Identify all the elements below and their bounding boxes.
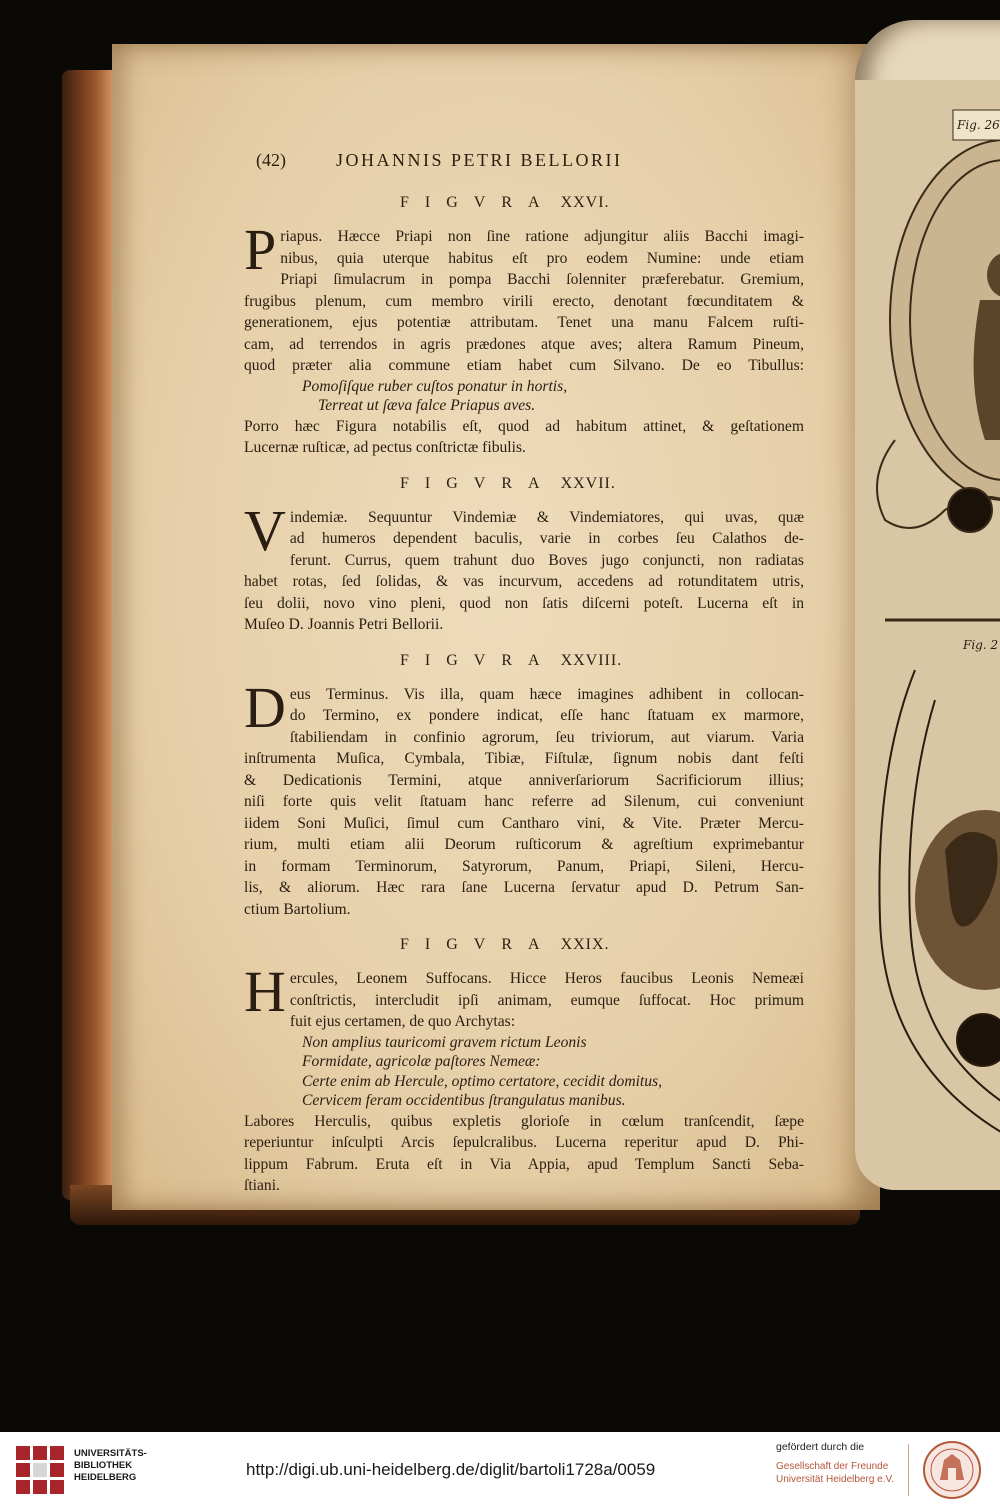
- text-line: iidem Soni Muſici, ſimul cum Cantharo vini, & Vite. Præter Mercu-: [244, 814, 804, 832]
- text-line: reperiuntur inſculpti Arcis ſepulcralibus. Lucerna reperitur apud D. Phi-: [244, 1134, 804, 1151]
- text-line: lis, & aliorum. Hæc rara ſane Lucerna ſervatur apud D. Petrum San-: [244, 879, 804, 896]
- text-line: niſi forte quis velit ſtatuam hanc referre ad Silenum, cui conveniunt: [244, 793, 804, 810]
- text-line: Lucernæ ruſticæ, ad pectus conſtrictæ fibulis.: [244, 439, 526, 456]
- verse-line: Terreat ut ſæva falce Priapus aves.: [318, 397, 536, 414]
- text-line: inſtrumenta Muſica, Cymbala, Tibiæ, Fiſtulæ, ſignum nobis dant feſti: [244, 750, 804, 767]
- paragraph: [244, 959, 804, 1033]
- engraving-illustration: [855, 20, 1000, 1190]
- text-line: Priapi ſimulacrum in pompa Bacchi ſolenniter præferebatur. Gremium,: [280, 271, 804, 288]
- heading-word: FIGVRA: [400, 651, 556, 669]
- sponsor-name-line: Universität Heidelberg e.V.: [776, 1474, 895, 1485]
- permalink-url[interactable]: http://digi.ub.uni-heidelberg.de/diglit/bartoli1728a/0059: [246, 1460, 656, 1479]
- engraving-plate: [855, 20, 1000, 1190]
- text-line: do Termino, ex pondere indicat, eſſe hanc ſtatuam ex marmore,: [289, 707, 804, 724]
- footer-divider: [908, 1444, 909, 1496]
- section-figura-29: [244, 936, 804, 1197]
- text-line: lippum Fabrum. Eruta eſt in Via Appia, apud Templum Sancti Seba-: [244, 1155, 804, 1173]
- text-line: & Dedicationis Termini, atque anniverſariorum Sacrificiorum illius;: [244, 771, 804, 789]
- plate-figure-label: Fig. 26: [957, 118, 1000, 132]
- verse-quote: [244, 377, 804, 416]
- plate-figure-label-2: Fig. 2: [963, 638, 999, 652]
- verse-line: Pomoſiſque ruber cuſtos ponatur in hortis,: [302, 377, 568, 395]
- text-line: generationem, ejus potentiæ attributam. Tenet una manu Falcem ruſti-: [244, 314, 804, 331]
- paragraph: [244, 674, 804, 921]
- running-head: [244, 150, 804, 194]
- paragraph: [244, 217, 804, 377]
- heading-word: FIGVRA: [400, 194, 556, 211]
- verse-line: Certe enim ab Hercule, optimo certatore, cecidit domitus,: [302, 1072, 663, 1090]
- paragraph: [244, 497, 804, 636]
- heading-number: XXVIII.: [560, 651, 623, 669]
- text-line: habet rotas, ſed ſolidas, & vas incurvum, accedens ad rotunditatem utris,: [244, 573, 804, 590]
- section-heading: [244, 652, 804, 684]
- heading-number: XXVI.: [560, 194, 610, 211]
- sponsor-name-line: Gesellschaft der Freunde: [776, 1461, 889, 1472]
- verse-line: Non amplius tauricomi gravem rictum Leonis: [302, 1033, 587, 1051]
- paragraph: [244, 416, 804, 459]
- text-line: nibus, quia uterque habitus eſt pro eodem Numine: unde etiam: [280, 249, 804, 267]
- text-line: indemiæ. Sequuntur Vindemiæ & Vindemiatores, qui uvas, quæ: [289, 508, 804, 526]
- sponsor-label: gefördert durch die: [776, 1441, 865, 1453]
- text-line: ſtabiliendam in confinio agrorum, ſeu triviorum, aut viarum. Varia: [289, 728, 804, 746]
- section-heading: [244, 936, 804, 968]
- section-heading: [244, 475, 804, 507]
- text-line: quod præter alia commune etiam habet cum Silvano. De eo Tibullus:: [244, 357, 804, 374]
- section-figura-26: [244, 194, 804, 459]
- library-name-line: UNIVERSITÄTS-: [74, 1448, 147, 1459]
- text-line: conſtrictis, intercludit ipſi animam, eumque ſuffocat. Hoc primum: [289, 991, 804, 1009]
- text-line: ſeu dolii, novo vino pleni, quod non ſatis diſcerni poteſt. Lucerna eſt in: [244, 594, 804, 612]
- library-name-line: BIBLIOTHEK: [74, 1460, 133, 1471]
- heading-number: XXIX.: [560, 936, 610, 953]
- section-figura-27: [244, 475, 804, 636]
- text-line: ferunt. Currus, quem trahunt duo Boves jugo conjuncti, non radiatas: [289, 551, 804, 569]
- sponsor-name: [776, 1460, 894, 1486]
- section-heading: [244, 194, 804, 226]
- text-line: ercules, Leonem Suffocans. Hicce Heros faucibus Leonis Nemeæi: [289, 970, 804, 987]
- drop-cap: D: [244, 674, 286, 740]
- paragraph: [244, 1111, 804, 1197]
- text-line: ctium Bartolium.: [244, 900, 351, 918]
- section-figura-28: [244, 652, 804, 921]
- text-line: ad humeros dependent baculis, varie in corbes ſeu Calathos de-: [289, 530, 804, 547]
- drop-cap: V: [244, 497, 286, 563]
- text-line: Muſeo D. Joannis Petri Bellorii.: [244, 616, 444, 633]
- text-line: rium, multi etiam alii Deorum ruſticorum & agreſtium exprimebantur: [244, 836, 804, 853]
- page-number: (42): [256, 150, 286, 170]
- text-line: riapus. Hæcce Priapi non ſine ratione adjungitur aliis Bacchi imagi-: [280, 228, 804, 245]
- society-seal-icon: [922, 1440, 982, 1500]
- library-name-line: HEIDELBERG: [74, 1472, 137, 1483]
- text-line: ſtiani.: [244, 1177, 280, 1194]
- drop-cap: P: [244, 217, 277, 282]
- text-line: frugibus plenum, cum membro virili erecto, denotant fœcunditatem &: [244, 292, 804, 310]
- running-head-title: JOHANNIS PETRI BELLORII: [336, 150, 623, 170]
- text-line: in formam Terminorum, Satyrorum, Panum, Priapi, Sileni, Hercu-: [244, 857, 804, 875]
- text-line: Porro hæc Figura notabilis eſt, quod ad habitum attinet, & geſtationem: [244, 417, 804, 435]
- text-line: fuit ejus certamen, de quo Archytas:: [289, 1013, 516, 1030]
- page-text: [244, 150, 804, 1213]
- heading-number: XXVII.: [560, 474, 616, 492]
- text-line: eus Terminus. Vis illa, quam hæce imagines adhibent in collocan-: [289, 685, 804, 703]
- drop-cap: H: [244, 959, 286, 1024]
- library-name: [74, 1448, 147, 1484]
- text-line: Labores Herculis, quibus expletis glorioſe in cœlum tranſcendit, ſæpe: [244, 1112, 804, 1130]
- verse-line: Formidate, agricolæ paſtores Nemeæ:: [302, 1053, 541, 1070]
- text-line: cam, ad terrendos in agris prædones atque aves; altera Ramum Pineum,: [244, 335, 804, 353]
- footer-bar: [0, 1432, 1000, 1507]
- university-library-logo-icon: [12, 1442, 68, 1498]
- verse-quote: [244, 1033, 804, 1111]
- heading-word: FIGVRA: [400, 474, 556, 492]
- heading-word: FIGVRA: [400, 936, 556, 953]
- verse-line: Cervicem feram occidentibus ſtrangulatus manibus.: [302, 1092, 626, 1109]
